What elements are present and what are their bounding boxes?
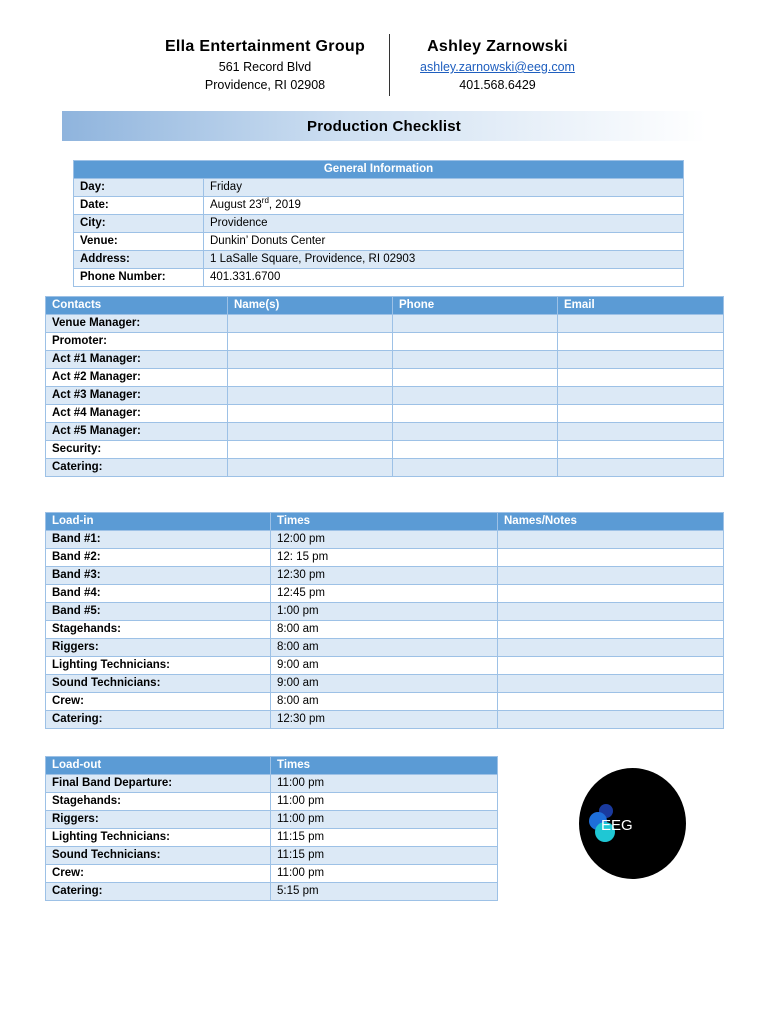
loadin-time: 12:00 pm — [271, 531, 498, 549]
contact-role-label: Act #3 Manager: — [46, 387, 228, 405]
contacts-row — [46, 459, 724, 477]
contacts-row — [46, 315, 724, 333]
contact-name: Ashley Zarnowski — [427, 38, 568, 55]
contact-name-cell[interactable] — [228, 387, 393, 405]
loadin-row — [46, 531, 724, 549]
loadin-notes-cell[interactable] — [498, 693, 724, 711]
date-year: , 2019 — [268, 199, 301, 211]
loadin-notes-cell[interactable] — [498, 621, 724, 639]
loadin-notes-cell[interactable] — [498, 711, 724, 729]
loadout-label: Riggers: — [46, 811, 271, 829]
contact-role-label: Venue Manager: — [46, 315, 228, 333]
general-info-row — [74, 269, 684, 287]
contacts-header-cell: Contacts — [46, 297, 228, 315]
contact-email-cell[interactable] — [558, 405, 724, 423]
loadout-time: 11:15 pm — [271, 829, 498, 847]
contact-name-cell[interactable] — [228, 315, 393, 333]
general-info-value: Dunkin’ Donuts Center — [204, 233, 684, 251]
loadin-row — [46, 621, 724, 639]
loadout-time: 11:15 pm — [271, 847, 498, 865]
contacts-row — [46, 441, 724, 459]
loadout-time: 11:00 pm — [271, 793, 498, 811]
loadin-label: Band #3: — [46, 567, 271, 585]
loadout-label: Sound Technicians: — [46, 847, 271, 865]
loadin-time: 12:45 pm — [271, 585, 498, 603]
loadin-notes-cell[interactable] — [498, 675, 724, 693]
contacts-row — [46, 423, 724, 441]
general-info-label: Venue: — [74, 233, 204, 251]
loadin-row — [46, 567, 724, 585]
contact-name-cell[interactable] — [228, 369, 393, 387]
contacts-header-cell: Email — [558, 297, 724, 315]
general-info-row — [74, 233, 684, 251]
contact-phone-cell[interactable] — [393, 423, 558, 441]
loadout-label: Lighting Technicians: — [46, 829, 271, 847]
loadout-label: Crew: — [46, 865, 271, 883]
general-info-label: Date: — [74, 197, 204, 215]
general-info-label: Phone Number: — [74, 269, 204, 287]
contact-name-cell[interactable] — [228, 405, 393, 423]
contacts-row — [46, 333, 724, 351]
contact-phone-cell[interactable] — [393, 351, 558, 369]
loadout-table — [45, 756, 498, 901]
loadout-time: 11:00 pm — [271, 865, 498, 883]
loadin-row — [46, 603, 724, 621]
loadin-row — [46, 549, 724, 567]
loadin-row — [46, 711, 724, 729]
loadin-time: 9:00 am — [271, 657, 498, 675]
contacts-row — [46, 405, 724, 423]
loadin-time: 8:00 am — [271, 693, 498, 711]
contact-phone-cell[interactable] — [393, 315, 558, 333]
contact-email-cell[interactable] — [558, 459, 724, 477]
loadin-time: 8:00 am — [271, 639, 498, 657]
loadout-row — [46, 793, 498, 811]
contact-phone-cell[interactable] — [393, 405, 558, 423]
loadin-label: Stagehands: — [46, 621, 271, 639]
loadin-label: Lighting Technicians: — [46, 657, 271, 675]
loadout-time: 5:15 pm — [271, 883, 498, 901]
contact-name-cell[interactable] — [228, 459, 393, 477]
eeg-logo — [579, 768, 686, 879]
contacts-row — [46, 351, 724, 369]
loadin-header-cell: Times — [271, 513, 498, 531]
general-info-value: 1 LaSalle Square, Providence, RI 02903 — [204, 251, 684, 269]
loadin-notes-cell[interactable] — [498, 657, 724, 675]
contact-phone-cell[interactable] — [393, 333, 558, 351]
loadout-row — [46, 811, 498, 829]
contact-email-cell[interactable] — [558, 423, 724, 441]
loadin-label: Sound Technicians: — [46, 675, 271, 693]
contacts-table — [45, 296, 724, 477]
contact-role-label: Act #5 Manager: — [46, 423, 228, 441]
contact-block — [400, 38, 595, 92]
contact-phone-cell[interactable] — [393, 441, 558, 459]
loadin-time: 12:30 pm — [271, 567, 498, 585]
logo-text: EEG — [601, 817, 633, 834]
loadin-label: Crew: — [46, 693, 271, 711]
loadin-table — [45, 512, 724, 729]
contact-name-cell[interactable] — [228, 423, 393, 441]
contact-phone-cell[interactable] — [393, 369, 558, 387]
general-info-row — [74, 251, 684, 269]
contact-email-cell[interactable] — [558, 387, 724, 405]
loadout-label: Catering: — [46, 883, 271, 901]
loadout-header-cell: Times — [271, 757, 498, 775]
general-info-table — [73, 160, 684, 287]
loadin-notes-cell[interactable] — [498, 549, 724, 567]
contact-role-label: Promoter: — [46, 333, 228, 351]
contact-role-label: Security: — [46, 441, 228, 459]
loadin-row — [46, 585, 724, 603]
loadout-row — [46, 775, 498, 793]
loadin-notes-cell[interactable] — [498, 585, 724, 603]
contact-email-cell[interactable] — [558, 315, 724, 333]
contact-name-cell[interactable] — [228, 441, 393, 459]
contact-phone-cell[interactable] — [393, 387, 558, 405]
page-title: Production Checklist — [306, 117, 462, 135]
loadin-label: Catering: — [46, 711, 271, 729]
contact-name-cell[interactable] — [228, 333, 393, 351]
general-info-label: City: — [74, 215, 204, 233]
loadout-header-cell: Load-out — [46, 757, 271, 775]
general-info-value: Friday — [204, 179, 684, 197]
company-block — [160, 38, 370, 92]
company-name: Ella Entertainment Group — [164, 38, 366, 55]
contact-email-cell[interactable] — [558, 351, 724, 369]
loadin-header-cell: Load-in — [46, 513, 271, 531]
loadin-notes-cell[interactable] — [498, 531, 724, 549]
loadin-time: 9:00 am — [271, 675, 498, 693]
general-info-label: Address: — [74, 251, 204, 269]
loadout-row — [46, 847, 498, 865]
loadin-label: Band #4: — [46, 585, 271, 603]
loadin-label: Band #5: — [46, 603, 271, 621]
loadout-label: Final Band Departure: — [46, 775, 271, 793]
contact-email-cell[interactable] — [558, 333, 724, 351]
general-info-value: Providence — [204, 215, 684, 233]
company-street: 561 Record Blvd — [218, 60, 312, 74]
loadin-label: Riggers: — [46, 639, 271, 657]
loadout-row — [46, 883, 498, 901]
contact-role-label: Act #1 Manager: — [46, 351, 228, 369]
general-info-label: Day: — [74, 179, 204, 197]
contact-email-link[interactable]: ashley.zarnowski@eeg.com — [420, 60, 575, 74]
loadout-time: 11:00 pm — [271, 775, 498, 793]
contact-role-label: Act #2 Manager: — [46, 369, 228, 387]
contact-role-label: Act #4 Manager: — [46, 405, 228, 423]
loadout-label: Stagehands: — [46, 793, 271, 811]
general-info-row — [74, 197, 684, 215]
loadin-row — [46, 693, 724, 711]
contact-email-cell[interactable] — [558, 441, 724, 459]
date-suffix: rd — [261, 196, 269, 206]
header-divider — [389, 34, 390, 96]
loadin-time: 8:00 am — [271, 621, 498, 639]
contacts-header-cell: Name(s) — [228, 297, 393, 315]
date-main: August 23 — [210, 199, 262, 211]
loadin-notes-cell[interactable] — [498, 603, 724, 621]
contact-phone: 401.568.6429 — [459, 78, 536, 92]
loadin-row — [46, 675, 724, 693]
loadout-row — [46, 865, 498, 883]
loadin-label: Band #1: — [46, 531, 271, 549]
loadin-time: 1:00 pm — [271, 603, 498, 621]
loadin-row — [46, 657, 724, 675]
loadin-header-cell: Names/Notes — [498, 513, 724, 531]
contact-name-cell[interactable] — [228, 351, 393, 369]
general-info-header: General Information — [74, 161, 684, 179]
loadin-row — [46, 639, 724, 657]
contact-role-label: Catering: — [46, 459, 228, 477]
loadout-row — [46, 829, 498, 847]
contacts-row — [46, 369, 724, 387]
loadin-time: 12: 15 pm — [271, 549, 498, 567]
loadin-time: 12:30 pm — [271, 711, 498, 729]
title-banner — [62, 111, 706, 141]
general-info-value — [204, 197, 684, 215]
general-info-row — [74, 215, 684, 233]
contact-phone-cell[interactable] — [393, 459, 558, 477]
loadout-time: 11:00 pm — [271, 811, 498, 829]
general-info-row — [74, 179, 684, 197]
general-info-value: 401.331.6700 — [204, 269, 684, 287]
loadin-notes-cell[interactable] — [498, 639, 724, 657]
loadin-notes-cell[interactable] — [498, 567, 724, 585]
contacts-header-cell: Phone — [393, 297, 558, 315]
loadin-label: Band #2: — [46, 549, 271, 567]
contacts-row — [46, 387, 724, 405]
company-city: Providence, RI 02908 — [204, 78, 326, 92]
contact-email-cell[interactable] — [558, 369, 724, 387]
